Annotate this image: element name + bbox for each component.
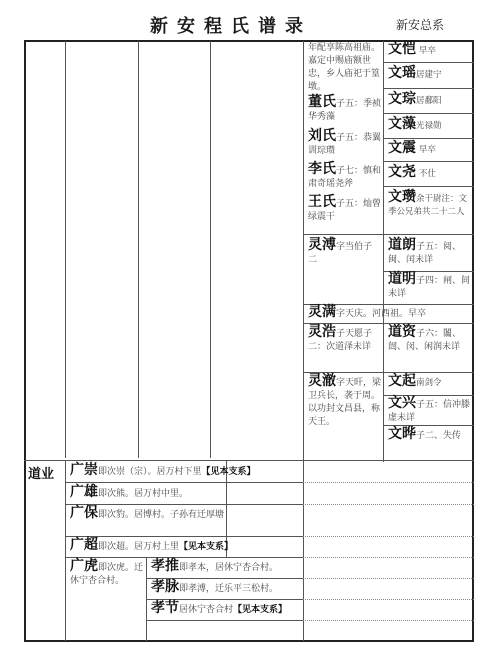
hao-name: 灵浩	[308, 324, 336, 340]
yao2-note: 不仕	[418, 169, 436, 179]
dotted-line-1	[303, 482, 474, 483]
row-line-guang-4	[65, 557, 303, 558]
zi-name: 道资	[388, 324, 416, 340]
ling-che	[308, 375, 382, 429]
xing-note: 子五：信冲滕虚未详	[388, 400, 471, 423]
guang-xiong	[70, 486, 302, 501]
liu-note: 子五：恭翼训琮瓒	[308, 133, 382, 156]
row-line-wen-2	[383, 88, 474, 89]
bao-name: 广保	[70, 505, 98, 521]
lang-note: 子五：阅、闽、闰未详	[388, 242, 462, 265]
li-note: 子七：慎和肃奇瑶尧斧	[308, 166, 382, 189]
daoye-label: 道业	[28, 467, 55, 482]
page-subtitle: 新安总系	[396, 18, 445, 32]
dotted-line-2	[303, 504, 474, 505]
guang-chao	[70, 539, 302, 554]
ye-note: 子二、失传	[416, 431, 462, 441]
zi-note: 子六：闟、闿、闵、闲润未详	[388, 329, 462, 352]
hu-note: 即次虎。迁休宁杏合村。	[70, 563, 144, 586]
col4-intro-text: 年配享陈高祖庙。嘉定中赐庙额世忠，乡人庙祀于篁墩。	[308, 43, 381, 92]
che-name: 灵澈	[308, 373, 336, 389]
tui-name: 孝推	[151, 558, 179, 574]
row-line-wen-1	[383, 62, 474, 63]
wen-zao	[388, 118, 472, 133]
yao2-name: 文尧	[388, 164, 416, 180]
dao-ming	[388, 273, 472, 301]
wen-zan	[388, 191, 472, 219]
che-note: 字天旰，梁卫兵长，袭于周。以功封文昌县，称天王。	[308, 378, 382, 427]
zan-name: 文瓒	[388, 189, 416, 205]
dotted-line-4	[303, 557, 474, 558]
col-line-5	[383, 41, 384, 462]
guang-bao	[70, 507, 226, 522]
chong-ref[interactable]: 【见本支系】	[201, 467, 256, 477]
chao-name: 广超	[70, 537, 98, 553]
guang-chong	[70, 464, 302, 479]
guang-hu	[70, 560, 144, 588]
dong-note: 子五：季祯华秀藻	[308, 99, 382, 122]
wang-note: 子五：灿曾绿震干	[308, 199, 382, 222]
col4-li	[308, 163, 382, 191]
row-line-guang-2	[65, 504, 303, 505]
row-line-daoye-top	[24, 460, 474, 461]
xing-name: 文兴	[388, 395, 416, 411]
bao-note: 即次豹。居博村。子孙有迁厚塘	[98, 510, 225, 520]
dotted-line-3	[303, 536, 474, 537]
wen-yao2	[388, 166, 472, 181]
wen2-xing	[388, 397, 472, 425]
zhen-name: 文震	[388, 140, 416, 156]
dao-lang	[388, 239, 472, 267]
col-line-1	[65, 41, 66, 458]
man-name: 灵满	[308, 304, 336, 320]
wen-kai	[388, 43, 472, 58]
col-line-6	[65, 460, 66, 641]
ling-man	[308, 306, 472, 321]
cong-name: 文琮	[388, 91, 416, 107]
ye-name: 文晔	[388, 426, 416, 442]
xiao-jie	[151, 602, 301, 617]
hu-name: 广虎	[70, 558, 98, 574]
row-line-guang-3	[65, 536, 303, 537]
qi-name: 文起	[388, 373, 416, 389]
page-title: 新安程氏谱录	[150, 16, 312, 37]
wen2-qi	[388, 375, 472, 390]
jie-ref[interactable]: 【见本支系】	[233, 605, 288, 615]
tui-note: 即孝本，居休宁杏合村。	[179, 563, 279, 573]
ling-hao	[308, 326, 382, 354]
wen-yao	[388, 67, 472, 82]
wen-cong	[388, 93, 472, 108]
col-line-4	[303, 41, 304, 641]
ming-note: 子四：闸、间未详	[388, 276, 471, 299]
chong-name: 广崇	[70, 462, 98, 478]
dong-name: 董氏	[308, 94, 336, 110]
chao-note: 即次超。居万村上里	[98, 542, 180, 552]
row-line-guang-1	[65, 482, 303, 483]
row-line-wen-5	[383, 161, 474, 162]
row-line-ling-1	[303, 234, 474, 235]
zao-name: 文藻	[388, 116, 416, 132]
liu-name: 刘氏	[308, 128, 336, 144]
row-line-wen-3	[383, 113, 474, 114]
zan-note: 余干尉注：文季公兄弟共二十二人	[388, 194, 468, 217]
qi-note: 南剑令	[416, 378, 442, 388]
wen-zhen	[388, 142, 472, 157]
row-line-wen-4	[383, 138, 474, 139]
yao-note: 居建宁	[416, 70, 442, 80]
chao-ref[interactable]: 【见本支系】	[179, 542, 234, 552]
jie-name: 孝节	[151, 600, 179, 616]
col4-liu	[308, 130, 382, 158]
kai-name: 文恺	[388, 41, 416, 57]
bo-name: 灵溥	[308, 237, 336, 253]
ming-name: 道明	[388, 271, 416, 287]
chong-note: 即次崇（宗）。居万村下里	[98, 467, 202, 477]
dotted-line-7	[303, 620, 474, 621]
man-note: 字天庆。河西祖。早卒	[336, 309, 427, 319]
zhen-note: 早卒	[418, 145, 436, 155]
wen2-ye	[388, 428, 472, 443]
zao-note: 光禄勋	[416, 121, 442, 131]
col-line-2	[138, 41, 139, 458]
mai-name: 孝脉	[151, 579, 179, 595]
cong-note: 居鄱阳	[416, 96, 442, 106]
xiong-name: 广雄	[70, 484, 98, 500]
xiong-note: 即次熊。居万村中里。	[98, 489, 189, 499]
hao-note: 子天愿子二：次道泽未详	[308, 329, 373, 352]
mai-note: 即孝溥，迁乐平三松村。	[179, 584, 279, 594]
yao-name: 文瑶	[388, 65, 416, 81]
wang-name: 王氏	[308, 194, 336, 210]
kai-note: 早卒	[418, 46, 436, 56]
jie-note: 居休宁杏合村	[179, 605, 234, 615]
col4-wang	[308, 196, 382, 224]
li-name: 李氏	[308, 161, 336, 177]
ling-bo	[308, 239, 380, 267]
dotted-line-5	[303, 578, 474, 579]
col-line-3	[210, 41, 211, 458]
row-line-xiao-3	[146, 620, 303, 621]
dao-zi	[388, 326, 472, 354]
lang-name: 道朗	[388, 237, 416, 253]
col4-dong	[308, 96, 382, 124]
dotted-line-6	[303, 599, 474, 600]
row-line-wen-6	[383, 186, 474, 187]
bo-note: 字当伯子二	[308, 242, 373, 265]
xiao-mai	[151, 581, 301, 596]
xiao-tui	[151, 560, 301, 575]
col4-intro	[308, 42, 380, 94]
